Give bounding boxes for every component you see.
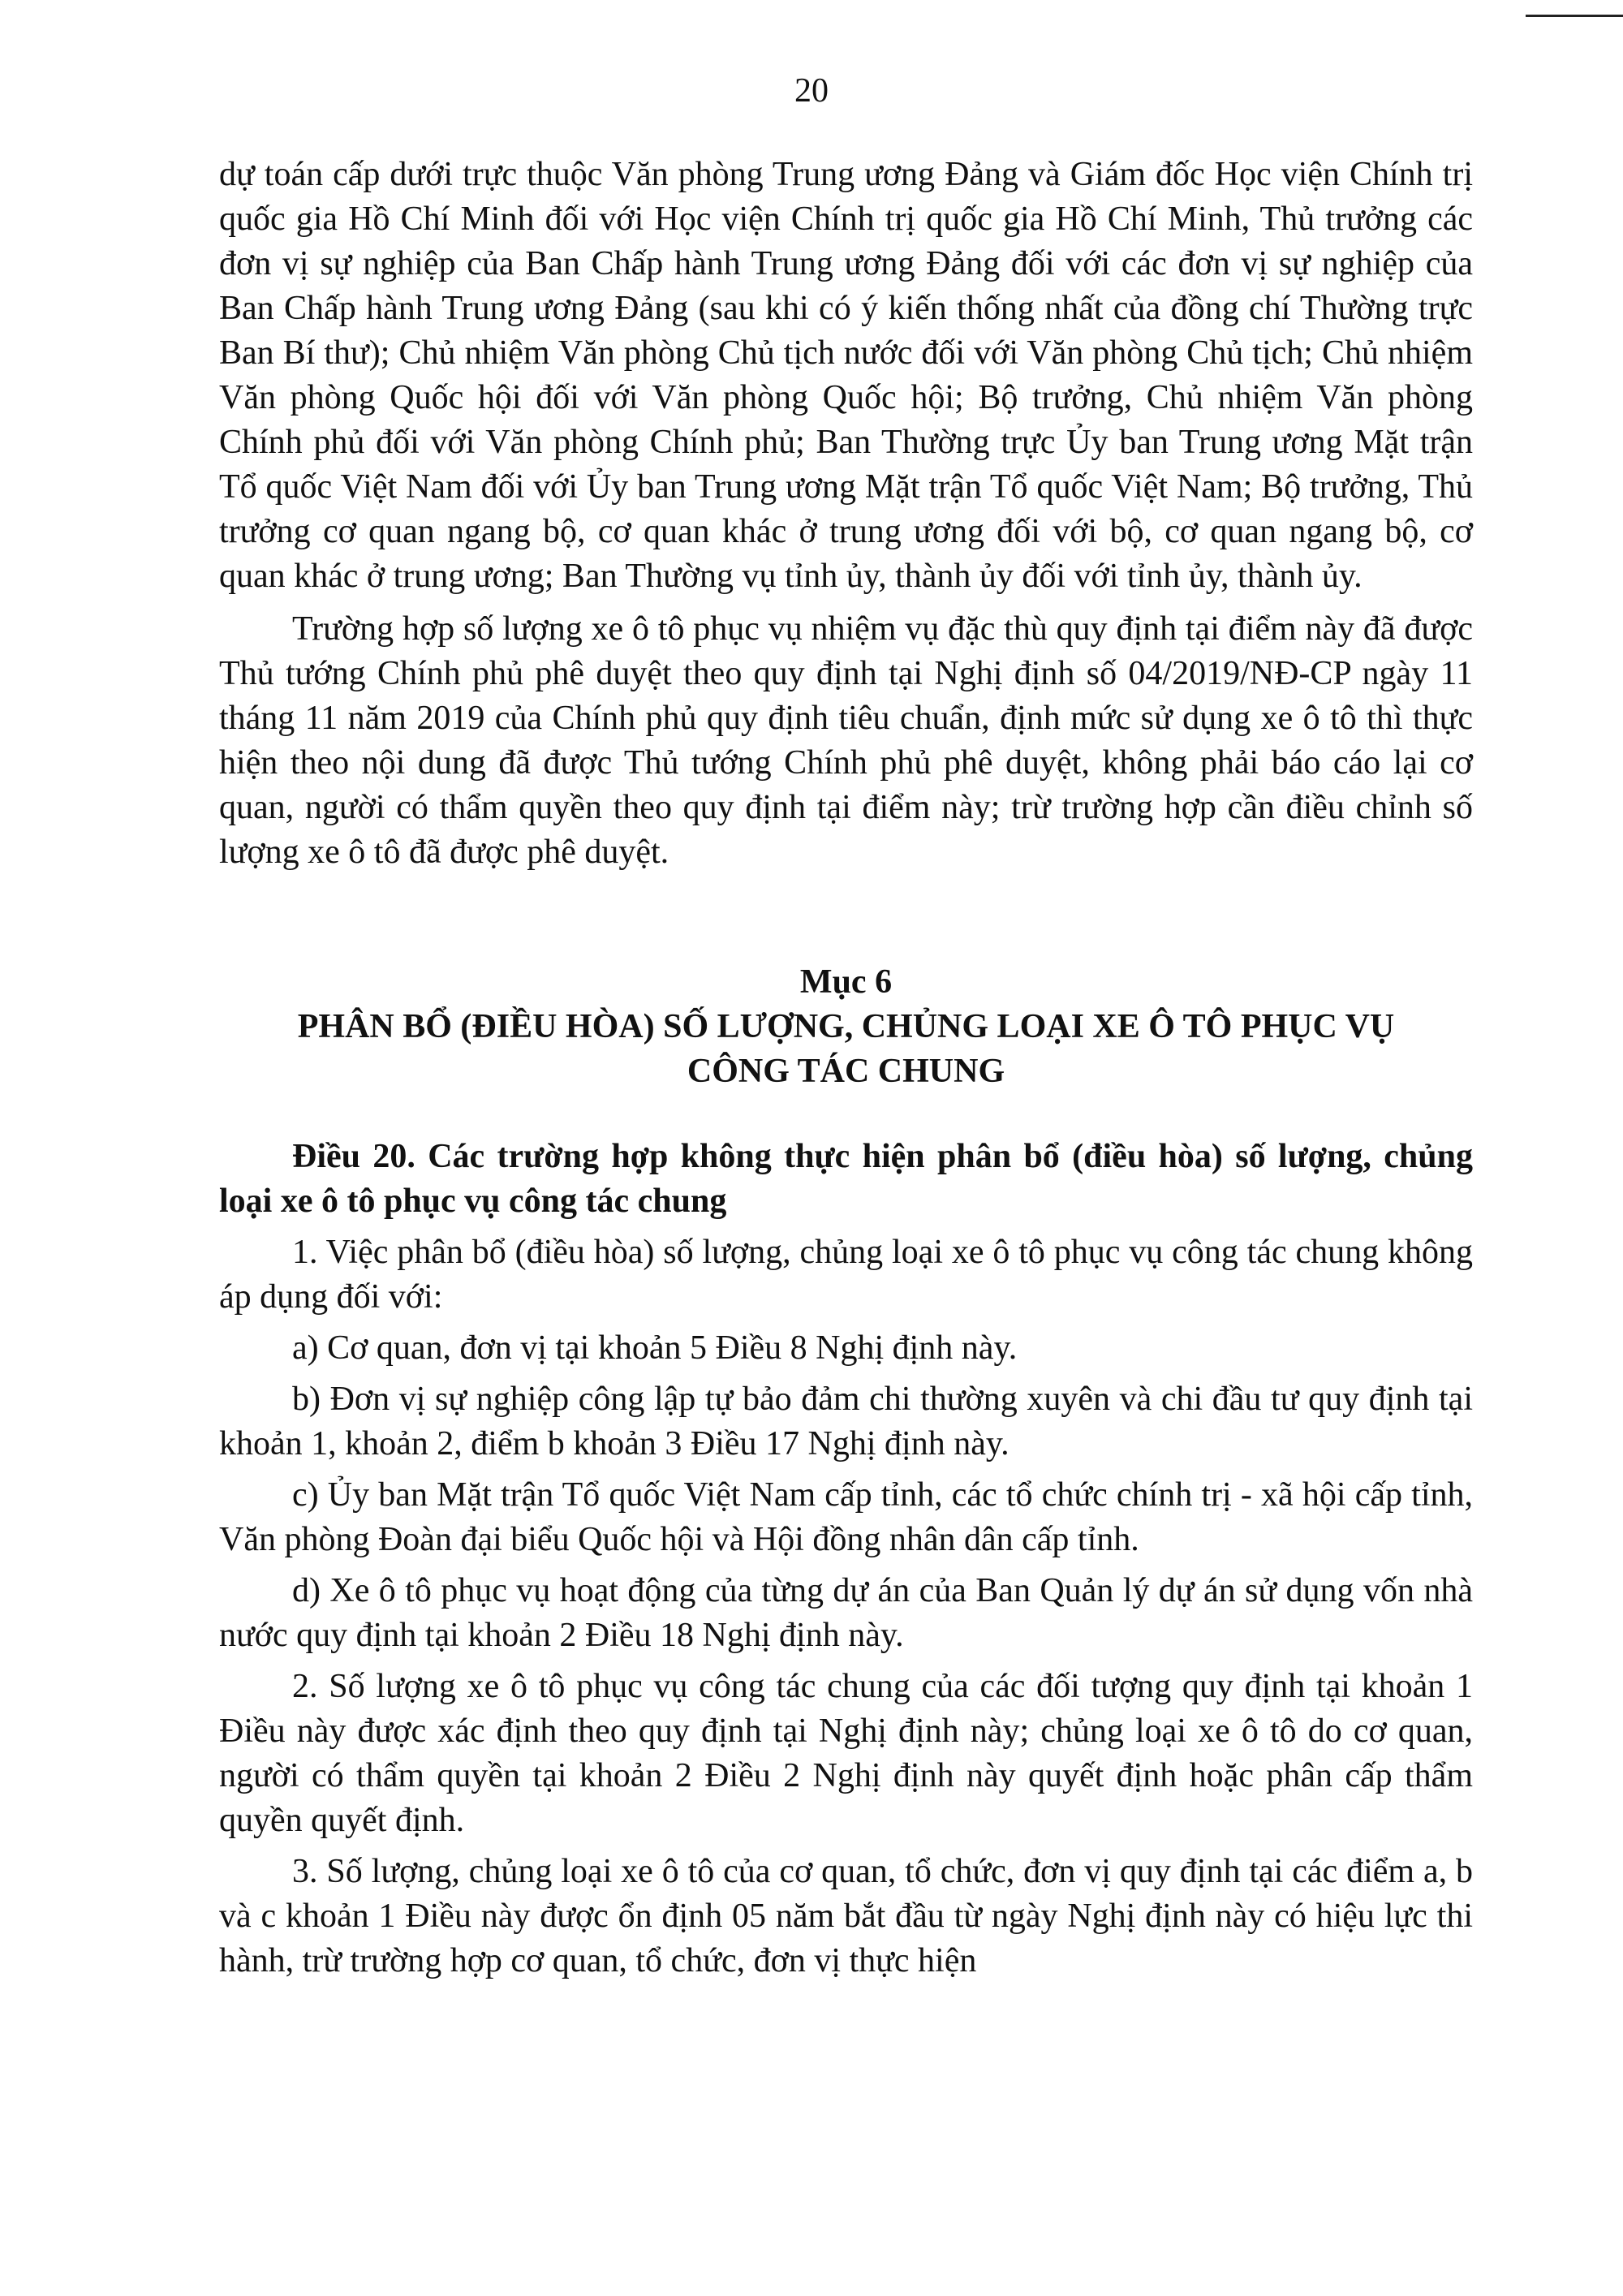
clause-1d: d) Xe ô tô phục vụ hoạt động của từng dự án của Ban Quản lý dự án sử dụng vốn nhà nước quy định tại khoản 2 Điều 18 Nghị định này. [219, 1572, 1473, 1654]
clause-3: 3. Số lượng, chủng loại xe ô tô của cơ quan, tổ chức, đơn vị quy định tại các điểm a, b và c khoản 1 Điều này được ổn định 05 năm bắt đầu từ ngày Nghị định này có hiệu lực thi hành, trừ trường hợp cơ quan, tổ chức, đơn vị thực hiện [219, 1853, 1473, 1979]
clause-1a: a) Cơ quan, đơn vị tại khoản 5 Điều 8 Nghị định này. [292, 1329, 1018, 1367]
corner-rule [1526, 15, 1623, 17]
section-heading [219, 960, 1473, 1094]
clause-2: 2. Số lượng xe ô tô phục vụ công tác chung của các đối tượng quy định tại khoản 1 Điều này được xác định theo quy định tại Nghị định này; chủng loại xe ô tô do cơ quan, người có thẩm quyền tại khoản 2 Điều 2 Nghị định này quyết định hoặc phân cấp thẩm quyền quyết định. [219, 1668, 1473, 1839]
article-heading: Điều 20. Các trường hợp không thực hiện phân bổ (điều hòa) số lượng, chủng loại xe ô tô phục vụ công tác chung [219, 1138, 1473, 1220]
section-label: Mục 6 [799, 963, 893, 1001]
clause-1b: b) Đơn vị sự nghiệp công lập tự bảo đảm chi thường xuyên và chi đầu tư quy định tại khoản 1, khoản 2, điểm b khoản 3 Điều 17 Nghị định này. [219, 1381, 1473, 1462]
paragraph-special-vehicles: Trường hợp số lượng xe ô tô phục vụ nhiệm vụ đặc thù quy định tại điểm này đã được Thủ tướng Chính phủ phê duyệt theo quy định tại Nghị định số 04/2019/NĐ-CP ngày 11 tháng 11 năm 2019 của Chính phủ quy định tiêu chuẩn, định mức sử dụng xe ô tô thì thực hiện theo nội dung đã được Thủ tướng Chính phủ phê duyệt, không phải báo cáo lại cơ quan, người có thẩm quyền theo quy định tại điểm này; trừ trường hợp cần điều chỉnh số lượng xe ô tô đã được phê duyệt. [219, 610, 1473, 871]
paragraph-continued: dự toán cấp dưới trực thuộc Văn phòng Trung ương Đảng và Giám đốc Học viện Chính trị quốc gia Hồ Chí Minh đối với Học viện Chính trị quốc gia Hồ Chí Minh, Thủ trưởng các đơn vị sự nghiệp của Ban Chấp hành Trung ương Đảng đối với các đơn vị sự nghiệp của Ban Chấp hành Trung ương Đảng (sau khi có ý kiến thống nhất của đồng chí Thường trực Ban Bí thư); Chủ nhiệm Văn phòng Chủ tịch nước đối với Văn phòng Chủ tịch; Chủ nhiệm Văn phòng Quốc hội đối với Văn phòng Quốc hội; Bộ trưởng, Chủ nhiệm Văn phòng Chính phủ đối với Văn phòng Chính phủ; Ban Thường trực Ủy ban Trung ương Mặt trận Tổ quốc Việt Nam đối với Ủy ban Trung ương Mặt trận Tổ quốc Việt Nam; Bộ trưởng, Thủ trưởng cơ quan ngang bộ, cơ quan khác ở trung ương đối với bộ, cơ quan ngang bộ, cơ quan khác ở trung ương; Ban Thường vụ tỉnh ủy, thành ủy đối với tỉnh ủy, thành ủy. [219, 156, 1473, 595]
section-title: PHÂN BỔ (ĐIỀU HÒA) SỐ LƯỢNG, CHỦNG LOẠI XE Ô TÔ PHỤC VỤ CÔNG TÁC CHUNG [297, 1008, 1395, 1090]
page-number: 20 [794, 72, 829, 110]
document-body [219, 153, 1473, 1984]
clause-1: 1. Việc phân bổ (điều hòa) số lượng, chủng loại xe ô tô phục vụ công tác chung không áp dụng đối với: [219, 1234, 1473, 1316]
clause-1c: c) Ủy ban Mặt trận Tổ quốc Việt Nam cấp tỉnh, các tổ chức chính trị - xã hội cấp tỉnh, Văn phòng Đoàn đại biểu Quốc hội và Hội đồng nhân dân cấp tỉnh. [219, 1476, 1473, 1558]
